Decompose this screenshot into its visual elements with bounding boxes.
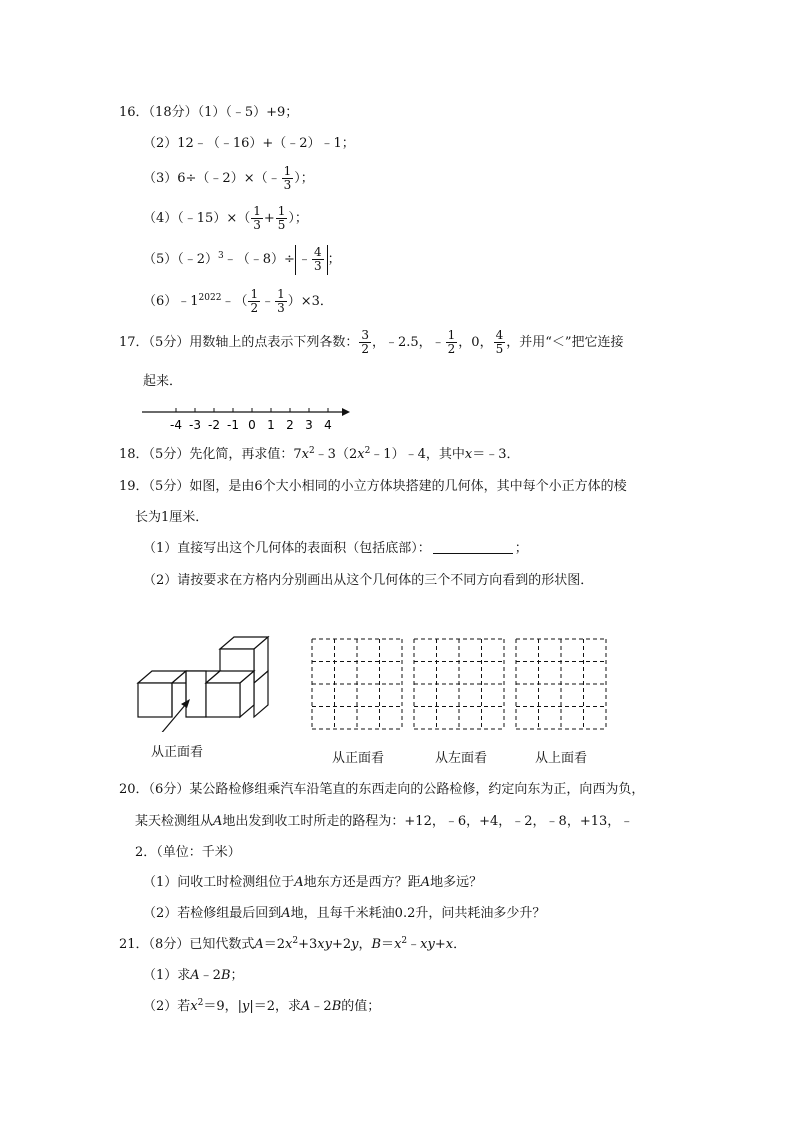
q21-part1: （1）求A﹣2B； [143, 968, 244, 983]
axis-tick-label: 4 [324, 418, 332, 432]
grid-caption-front: 从正面看 [332, 751, 385, 766]
q21-line: 21．（8分）已知代数式$A=2x^2+3xy+2y$，$B=x^2﹣xy+x$． [119, 936, 467, 952]
dashed-grid [312, 639, 402, 729]
q20-line1: 20．（6分）某公路检修组乘汽车沿笔直的东西走向的公路检修，约定向东为正，向西为负， [119, 782, 645, 797]
answer-grids [310, 638, 610, 730]
q16-part3: （3）6÷（﹣2）×（﹣ $\frac{1}{3}$ ）； [143, 164, 314, 192]
solid-caption: 从正面看 [151, 745, 204, 760]
fraction: $\frac{4}{5}$ [495, 328, 504, 356]
q16-part6: $(6)﹣1^{2022}﹣$（ $\frac{1}{2}$ ﹣ $\frac{1}{3}$ ）×3． [143, 287, 333, 315]
q19-part2: （2）请按要求在方格内分别画出从这个几何体的三个不同方向看到的形状图． [143, 573, 594, 588]
q20-line2: 某天检测组从A地出发到收工时所走的路程为：+12，﹣6，+4，﹣2，﹣8，+13，﹣ [135, 814, 634, 829]
axis-tick-label: 1 [267, 418, 275, 432]
q21-part2: （2）若$x^2=9$，|y|＝2，求A﹣2B的值； [143, 998, 381, 1014]
fraction: $\frac{4}{3}$ [313, 245, 322, 273]
q17-line1: 17．（5分）用数轴上的点表示下列各数： $\frac{3}{2}$ ，﹣2.5，﹣ $\frac{1}{2}$ ，0， $\frac{4}{5}$ ，并用“＜”把它连接 [119, 328, 624, 356]
q20-part2: （2）若检修组最后回到A地，且每千米耗油0.2升，问共耗油多少升？ [143, 906, 546, 921]
axis-tick-label: -2 [208, 418, 220, 432]
dashed-grid [516, 639, 606, 729]
q19-line1: 19．（5分）如图，是由6个大小相同的小立方体块搭建的几何体，其中每个小正方体的棱 [119, 479, 627, 494]
dashed-grid [414, 639, 504, 729]
axis-tick-label: -4 [170, 418, 182, 432]
q20-line3: 2．（单位：千米） [135, 845, 241, 860]
fraction: $\frac{1}{3}$ [283, 164, 292, 192]
fraction: $\frac{1}{2}$ [447, 328, 456, 356]
grid-caption-top: 从上面看 [535, 751, 588, 766]
fraction: $\frac{1}{3}$ [277, 287, 285, 315]
q16-part1: 16．（18分）（1）（﹣5）+9； [119, 105, 299, 120]
axis-tick-label: 2 [286, 418, 294, 432]
answer-blank [433, 539, 513, 554]
absolute-value: ﹣ $\frac{4}{3}$ [295, 245, 328, 275]
axis-tick-label: -1 [227, 418, 239, 432]
q16-part2: （2）12﹣（﹣16）+（﹣2）﹣1； [143, 136, 355, 151]
fraction: $\frac{3}{2}$ [361, 328, 369, 356]
cube-solid-figure [134, 632, 274, 732]
q16-part4: （4）（﹣15）×（ $\frac{1}{3}$ + $\frac{1}{5}$ ）； [143, 204, 308, 232]
axis-tick-label: 3 [305, 418, 313, 432]
q19-part1: （1）直接写出这个几何体的表面积（包括底部）： ； [143, 541, 528, 556]
q19-line2: 长为1厘米． [135, 510, 209, 525]
axis-tick-label: 0 [248, 418, 256, 432]
number-line [140, 403, 355, 433]
axis-tick-label: -3 [189, 418, 201, 432]
q16-part5: （5）（﹣2）$^3$﹣（﹣8）÷ ﹣ $\frac{4}{3}$ ； [143, 245, 341, 273]
q18-line: 18．（5分）先化简，再求值：$7x^2﹣3(2x^2﹣1)﹣4$，其中x＝﹣3． [119, 446, 520, 462]
grid-caption-left: 从左面看 [435, 751, 488, 766]
fraction: $\frac{1}{5}$ [277, 204, 286, 232]
fraction: $\frac{1}{2}$ [250, 287, 259, 315]
q17-line2: 起来． [143, 374, 183, 389]
fraction: $\frac{1}{3}$ [253, 204, 261, 232]
q20-part1: （1）问收工时检测组位于A地东方还是西方？距A地多远？ [143, 875, 483, 890]
